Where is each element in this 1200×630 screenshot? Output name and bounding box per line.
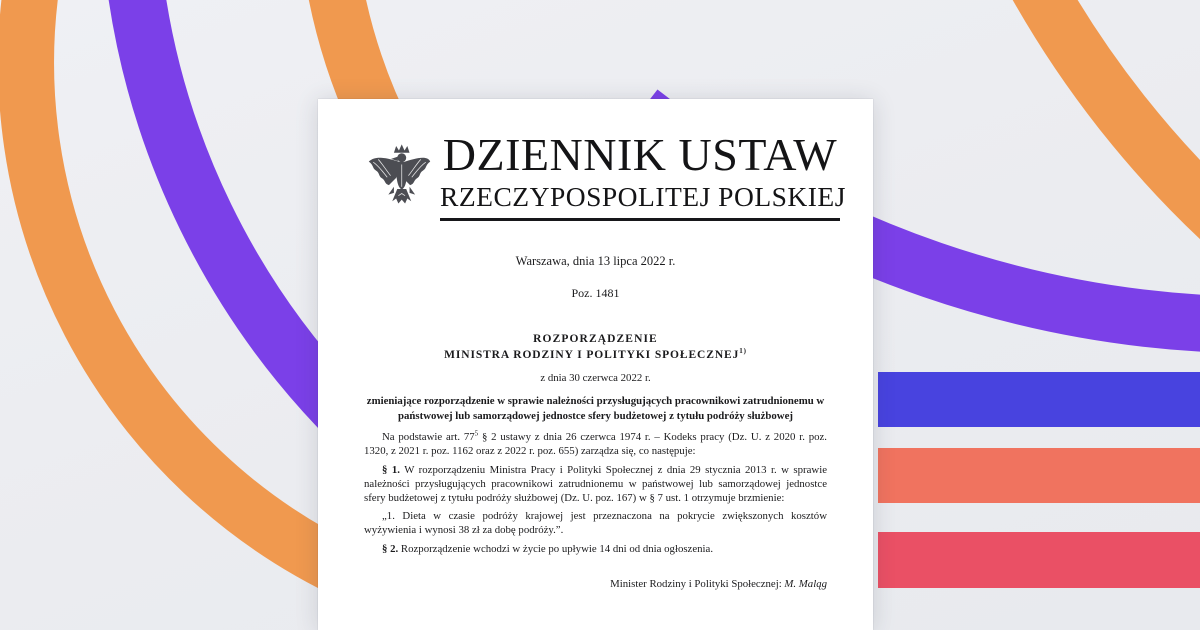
paragraph-legal-basis <box>364 430 827 458</box>
quoted-provision: „1. Dieta w czasie podróży krajowej jest przeznaczona na pokrycie zwiększonych kosztów wyżywienia i wynosi 38 zł za dobę podróży.”. <box>364 510 827 536</box>
act-subject: zmieniające rozporządzenie w sprawie należności przysługujących pracownikowi zatrudnionemu w państwowej lub samorządowej jednostce sfery budżetowej z tytułu podróży służbowej <box>366 395 825 422</box>
journal-subtitle: RZECZYPOSPOLITEJ POLSKIEJ <box>440 181 846 212</box>
paragraph-1-lead: § 1. <box>382 464 400 476</box>
act-date: z dnia 30 czerwca 2022 r. <box>540 372 651 384</box>
decor-stripe-blue <box>878 372 1200 427</box>
decor-arc-orange-right <box>1025 0 1200 246</box>
act-issuer-text: MINISTRA RODZINY I POLITYKI SPOŁECZNEJ <box>444 349 740 361</box>
signature-label: Minister Rodziny i Polityki Społecznej: <box>610 578 785 590</box>
basis-superscript: 5 <box>474 429 479 438</box>
decor-stripe-coral <box>878 448 1200 503</box>
decor-stripe-red <box>878 532 1200 588</box>
basis-text-pre: Na podstawie art. 77 <box>382 431 475 443</box>
issuer-footnote-mark: 1) <box>739 347 747 356</box>
journal-page <box>318 99 873 630</box>
paragraph-1-text: W rozporządzeniu Ministra Pracy i Polityki Społecznej z dnia 29 stycznia 2013 r. w sprawie należności przysługujących pracownikowi zatrudnionemu w państwowej lub samorządowej jednostce sfery budżetowej z tytułu podróży służbowej (Dz. U. poz. 167) w § 7 ust. 1 otrzymuje brzmienie: <box>364 464 827 504</box>
paragraph-2-lead: § 2. <box>382 543 399 555</box>
act-issuer-heading <box>364 349 827 362</box>
signature-line <box>364 577 827 591</box>
paragraph-2-text: Rozporządzenie wchodzi w życie po upływie 14 dni od dnia ogłoszenia. <box>398 543 714 555</box>
document-body <box>318 99 873 630</box>
basis-text-post: § 2 ustawy z dnia 26 czerwca 1974 r. – Kodeks pracy (Dz. U. z 2020 r. poz. 1320, z 2021 r. poz. 1162 oraz z 2022 r. poz. 655) zarządza się, co następuje: <box>364 431 827 457</box>
paragraph-2 <box>364 542 827 556</box>
journal-title: DZIENNIK USTAW <box>442 129 838 180</box>
decor-arc-orange-left <box>26 0 351 573</box>
act-type-heading: ROZPORZĄDZENIE <box>533 333 658 345</box>
paragraph-1 <box>364 463 827 505</box>
signature-name: M. Maląg <box>784 578 827 590</box>
position-number: Poz. 1481 <box>571 286 620 300</box>
dateline: Warszawa, dnia 13 lipca 2022 r. <box>515 254 676 268</box>
